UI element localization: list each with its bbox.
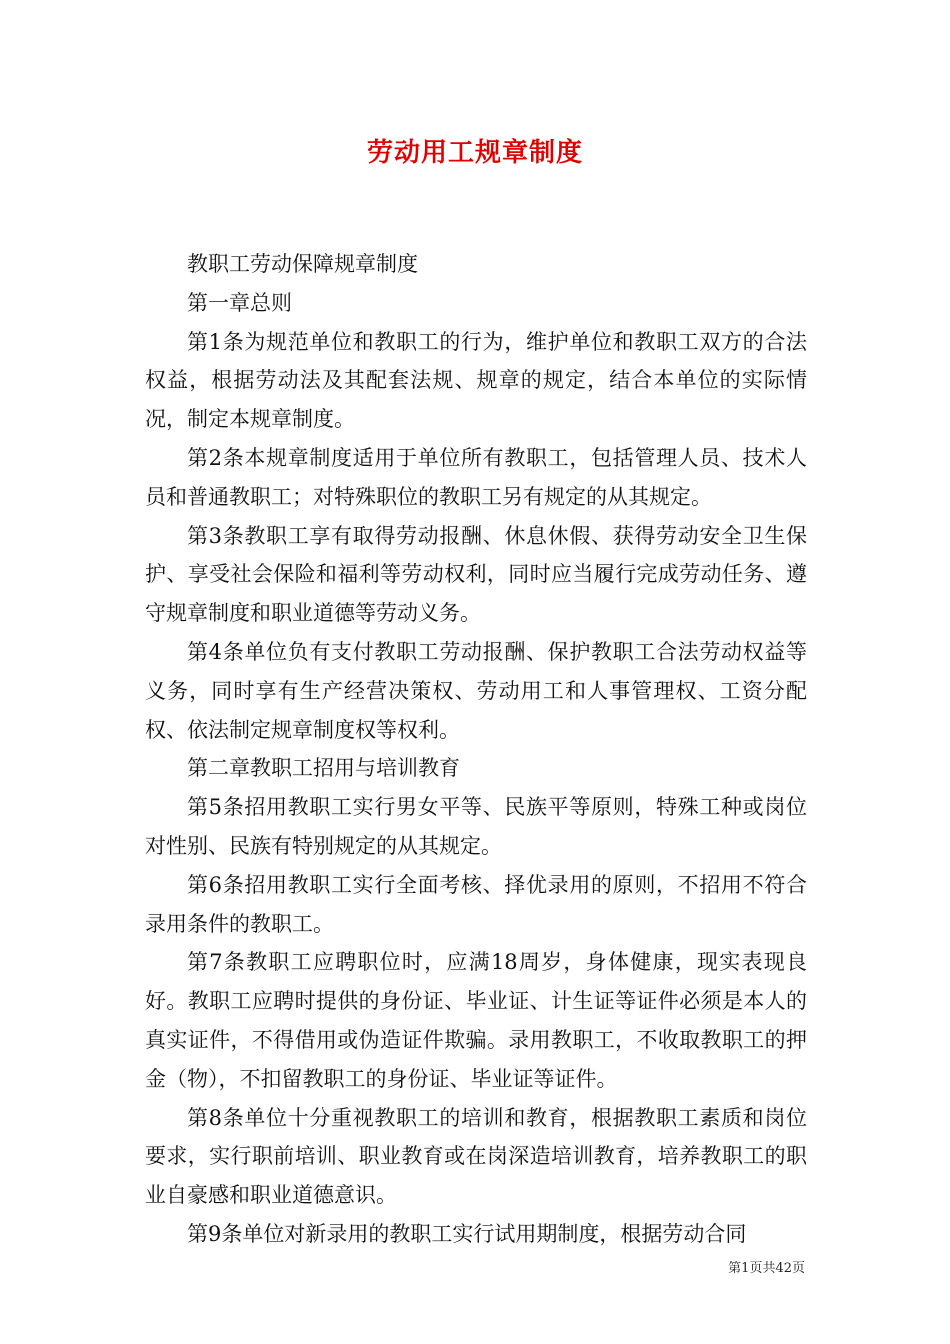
subtitle-paragraph: 教职工劳动保障规章制度 xyxy=(187,252,418,276)
article-paragraph: 第2条本规章制度适用于单位所有教职工，包括管理人员、技术人员和普通教职工；对特殊职位的教职工另有规定的从其规定。 xyxy=(145,445,807,509)
document-title: 劳动用工规章制度 xyxy=(366,138,583,168)
article-paragraph: 第1条为规范单位和教职工的行为，维护单位和教职工双方的合法权益，根据劳动法及其配套法规、规章的规定，结合本单位的实际情况，制定本规章制度。 xyxy=(145,329,807,432)
article-paragraph: 第7条教职工应聘职位时，应满18周岁，身体健康，现实表现良好。教职工应聘时提供的身份证、毕业证、计生证等证件必须是本人的真实证件，不得借用或伪造证件欺骗。录用教职工，不收取教职工的押金（物），不扣留教职工的身份证、毕业证等证件。 xyxy=(145,950,807,1091)
document-body xyxy=(145,245,807,1254)
article-paragraph: 第5条招用教职工实行男女平等、民族平等原则，特殊工种或岗位对性别、民族有特别规定的从其规定。 xyxy=(145,795,807,858)
article-paragraph: 第9条单位对新录用的教职工实行试用期制度，根据劳动合同 xyxy=(187,1221,747,1246)
article-paragraph: 第6条招用教职工实行全面考核、择优录用的原则，不招用不符合录用条件的教职工。 xyxy=(145,872,807,936)
article-paragraph: 第3条教职工享有取得劳动报酬、休息休假、获得劳动安全卫生保护、享受社会保险和福利等劳动权利，同时应当履行完成劳动任务、遵守规章制度和职业道德等劳动义务。 xyxy=(145,523,807,626)
article-paragraph: 第8条单位十分重视教职工的培训和教育，根据教职工素质和岗位要求，实行职前培训、职业教育或在岗深造培训教育，培养教职工的职业自豪感和职业道德意识。 xyxy=(145,1105,807,1208)
chapter-heading: 第二章教职工招用与培训教育 xyxy=(187,756,460,781)
page-number-footer: 第1页共42页 xyxy=(728,1261,805,1276)
article-paragraph: 第4条单位负有支付教职工劳动报酬、保护教职工合法劳动权益等义务，同时享有生产经营决策权、劳动用工和人事管理权、工资分配权、依法制定规章制度权等权利。 xyxy=(145,639,807,742)
chapter-heading: 第一章总则 xyxy=(187,290,292,315)
